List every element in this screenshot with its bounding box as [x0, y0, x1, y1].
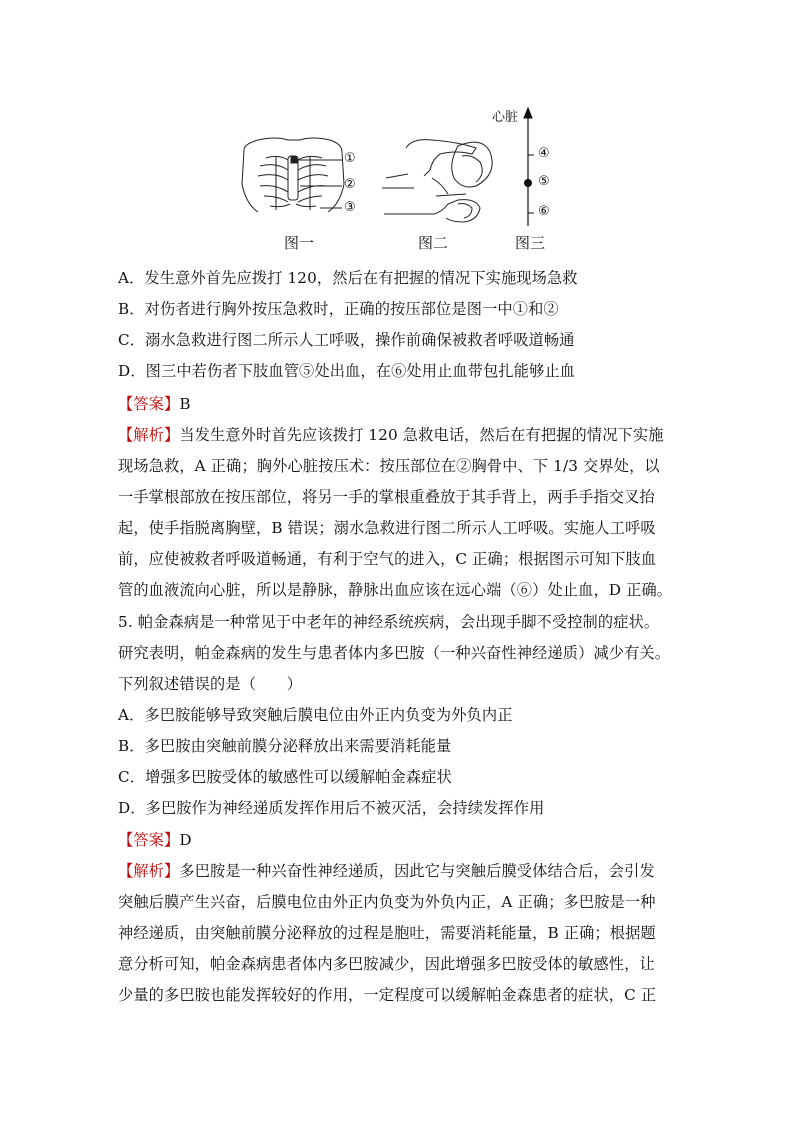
answer-tag: 【答案】: [118, 831, 180, 849]
q4-analysis-line-4: 起，使手指脱离胸壁，B 错误；溺水急救进行图二所示人工呼吸。实施人工呼吸: [118, 519, 656, 537]
q5-option-d: D．多巴胺作为神经递质发挥作用后不被灭活，会持续发挥作用: [118, 799, 545, 817]
q4-option-a: A．发生意外首先应拨打 120，然后在有把握的情况下实施现场急救: [118, 269, 578, 287]
rescue-breathing-illustration: [382, 140, 492, 222]
q5-analysis-line-4: 意分析可知，帕金森病患者体内多巴胺减少，因此增强多巴胺受体的敏感性，让: [118, 955, 655, 973]
q5-analysis-line-3: 神经递质，由突触前膜分泌释放的过程是胞吐，需要消耗能量，B 正确；根据题: [118, 924, 656, 942]
answer-value: B: [179, 395, 191, 413]
q4-analysis-line-5: 前，应使被救者呼吸道畅通，有利于空气的进入，C 正确；根据图示可知下肢血: [118, 550, 657, 568]
vessel-diagram: [524, 108, 534, 226]
q5-option-c: C．增强多巴胺受体的敏感性可以缓解帕金森症状: [118, 768, 452, 786]
fig3-marker-6: ⑥: [538, 204, 550, 219]
answer-tag: 【答案】: [118, 395, 180, 413]
q4-analysis-line-1: [118, 425, 664, 445]
q5-option-b: B．多巴胺由突触前膜分泌释放出来需要消耗能量: [118, 737, 452, 755]
q4-analysis-line-2: 现场急救，A 正确；胸外心脏按压术：按压部位在②胸骨中、下 1/3 交界处，以: [118, 457, 660, 475]
q4-option-b: B．对伤者进行胸外按压急救时，正确的按压部位是图一中①和②: [118, 300, 559, 318]
fig3-marker-4: ④: [538, 146, 550, 161]
figure-caption-1: 图一: [284, 234, 315, 252]
q4-answer-line: [118, 394, 191, 414]
q5-analysis-line-5: 少量的多巴胺也能发挥较好的作用，一定程度可以缓解帕金森患者的症状，C 正: [118, 986, 657, 1004]
answer-value: D: [179, 831, 192, 849]
fig3-heart-label: 心脏: [492, 110, 519, 125]
q4-option-d: D．图三中若伤者下肢血管⑤处出血，在⑥处用止血带包扎能够止血: [118, 362, 576, 380]
q4-analysis-line-6: 管的血液流向心脏，所以是静脉，静脉出血应该在远心端（⑥）处止血，D 正确。: [118, 581, 673, 599]
q5-stem-line-1: 5. 帕金森病是一种常见于中老年的神经系统疾病，会出现手脚不受控制的症状。: [118, 613, 660, 631]
analysis-tag: 【解析】: [118, 862, 180, 880]
fig3-marker-5: ⑤: [538, 174, 550, 189]
q4-option-c: C．溺水急救进行图二所示人工呼吸，操作前确保被救者呼吸道畅通: [118, 331, 575, 349]
figure-caption-2: 图二: [418, 234, 449, 252]
q5-analysis-line-2: 突触后膜产生兴奋，后膜电位由外正内负变为外负内正，A 正确；多巴胺是一种: [118, 893, 656, 911]
fig1-marker-3: ③: [344, 200, 356, 215]
q5-option-a: A．多巴胺能够导致突触后膜电位由外正内负变为外负内正: [118, 706, 513, 724]
analysis-text: 当发生意外时首先应该拨打 120 急救电话，然后在有把握的情况下实施: [179, 426, 664, 444]
fig1-marker-2: ②: [344, 177, 356, 192]
figure-caption-3: 图三: [515, 234, 546, 252]
q5-answer-line: [118, 830, 192, 850]
q5-analysis-line-1: [118, 861, 655, 881]
ribcage-illustration: [242, 138, 344, 212]
q5-stem-line-2: 研究表明，帕金森病的发生与患者体内多巴胺（一种兴奋性神经递质）减少有关。: [118, 644, 671, 662]
q4-analysis-line-3: 一手掌根部放在按压部位，将另一手的掌根重叠放于其手背上，两手手指交叉抬: [118, 488, 655, 506]
fig1-marker-1: ①: [344, 151, 356, 166]
analysis-tag: 【解析】: [118, 426, 180, 444]
analysis-text: 多巴胺是一种兴奋性神经递质，因此它与突触后膜受体结合后，会引发: [179, 862, 655, 880]
q5-stem-line-3: 下列叙述错误的是（ ）: [118, 675, 303, 693]
